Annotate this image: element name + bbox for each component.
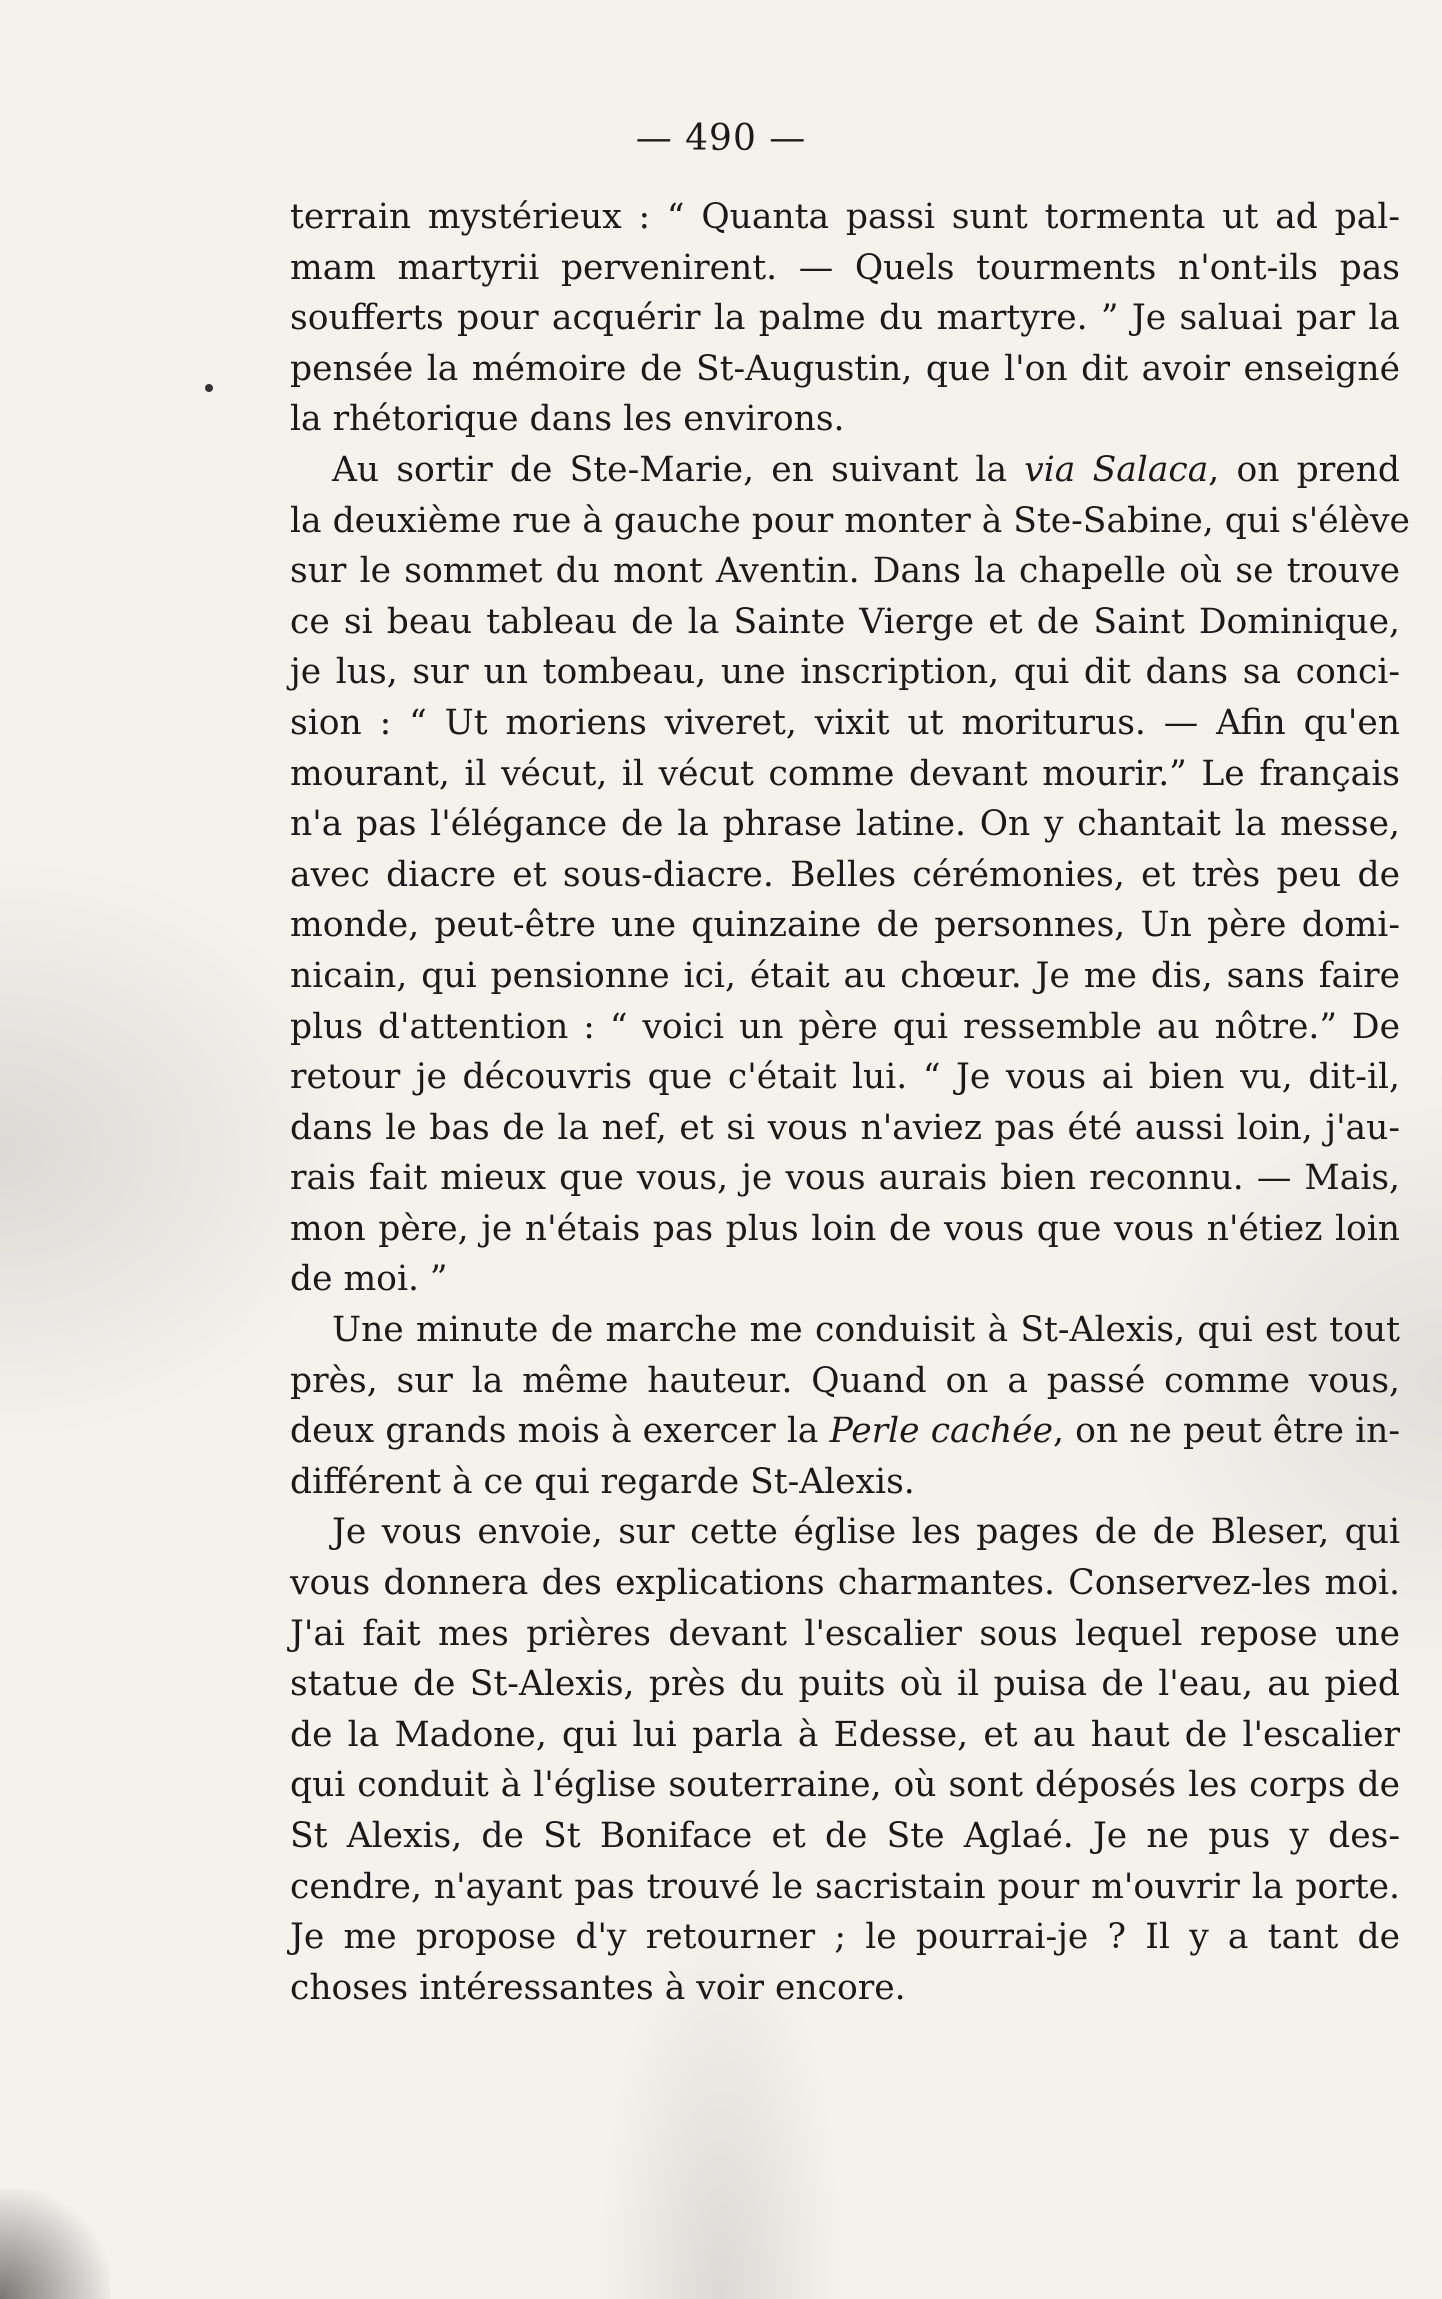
text-line: différent à ce qui regarde St-Alexis. (290, 1461, 915, 1502)
text-line: cendre, n'ayant pas trouvé le sacristain pour m'ouvrir la porte. (290, 1866, 1400, 1907)
text-line: soufferts pour acquérir la palme du martyre. ” Je saluai par la (290, 298, 1400, 339)
text-line: dans le bas de la nef, et si vous n'aviez pas été aussi loin, j'au- (290, 1107, 1400, 1148)
text-line: rais fait mieux que vous, je vous aurais bien reconnu. — Mais, (290, 1158, 1400, 1199)
text-line: mon père, je n'étais pas plus loin de vous que vous n'étiez loin (290, 1208, 1400, 1249)
text-line: retour je découvris que c'était lui. “ Je vous ai bien vu, dit-il, (290, 1057, 1400, 1098)
text-line: Je me propose d'y retourner ; le pourrai-je ? Il y a tant de (290, 1917, 1400, 1958)
text-line: nicain, qui pensionne ici, était au chœur. Je me dis, sans faire (290, 955, 1400, 996)
text-line: mourant, il vécut, il vécut comme devant mourir.” Le français (290, 753, 1400, 794)
text-line: deux grands mois à exercer la Perle cachée, on ne peut être in- (290, 1411, 1400, 1452)
text-line: sion : “ Ut moriens viveret, vixit ut moriturus. — Afin qu'en (290, 702, 1400, 743)
text-line: Au sortir de Ste-Marie, en suivant la via Salaca, on prend (332, 449, 1400, 490)
text-line: ce si beau tableau de la Sainte Vierge et de Saint Dominique, (290, 601, 1400, 642)
ink-speck (205, 384, 213, 392)
text-line: qui conduit à l'église souterraine, où sont déposés les corps de (290, 1765, 1400, 1806)
text-line: Je vous envoie, sur cette église les pages de de Bleser, qui (332, 1512, 1400, 1553)
text-line: choses intéressantes à voir encore. (290, 1967, 906, 2008)
text-line: de la Madone, qui lui parla à Edesse, et au haut de l'escalier (290, 1714, 1400, 1755)
text-line: sur le sommet du mont Aventin. Dans la chapelle où se trouve (290, 551, 1400, 592)
italic-phrase: via Salaca (1024, 449, 1209, 490)
text-line: terrain mystérieux : “ Quanta passi sunt tormenta ut ad pal- (290, 197, 1400, 237)
text-line: avec diacre et sous-diacre. Belles cérémonies, et très peu de (290, 854, 1400, 895)
text-line: pensée la mémoire de St-Augustin, que l'on dit avoir enseigné (290, 348, 1400, 389)
text-line: J'ai fait mes prières devant l'escalier sous lequel repose une (290, 1613, 1400, 1654)
page-body-text (290, 192, 1410, 2013)
text-line: mam martyrii pervenirent. — Quels tourments n'ont-ils pas (290, 247, 1400, 288)
text-line: St Alexis, de St Boniface et de Ste Aglaé. Je ne pus y des- (290, 1816, 1400, 1856)
text-line: monde, peut-être une quinzaine de personnes, Un père domi- (290, 905, 1400, 946)
text-line: plus d'attention : “ voici un père qui ressemble au nôtre.” De (290, 1006, 1400, 1047)
text-line: près, sur la même hauteur. Quand on a passé comme vous, (290, 1360, 1400, 1401)
text-line: Une minute de marche me conduisit à St-Alexis, qui est tout (332, 1310, 1400, 1351)
corner-stain (0, 2189, 110, 2299)
text-line: je lus, sur un tombeau, une inscription, qui dit dans sa conci- (290, 652, 1400, 693)
page-number: — 490 — (635, 118, 807, 159)
text-line: de moi. ” (290, 1259, 448, 1300)
text-line: la rhétorique dans les environs. (290, 399, 845, 440)
italic-phrase: Perle cachée (829, 1411, 1054, 1452)
text-line: statue de St-Alexis, près du puits où il puisa de l'eau, au pied (290, 1664, 1400, 1705)
text-line: n'a pas l'élégance de la phrase latine. On y chantait la messe, (290, 804, 1400, 845)
text-line: vous donnera des explications charmantes. Conservez-les moi. (290, 1563, 1400, 1604)
text-line: la deuxième rue à gauche pour monter à Ste-Sabine, qui s'élève (290, 500, 1410, 541)
